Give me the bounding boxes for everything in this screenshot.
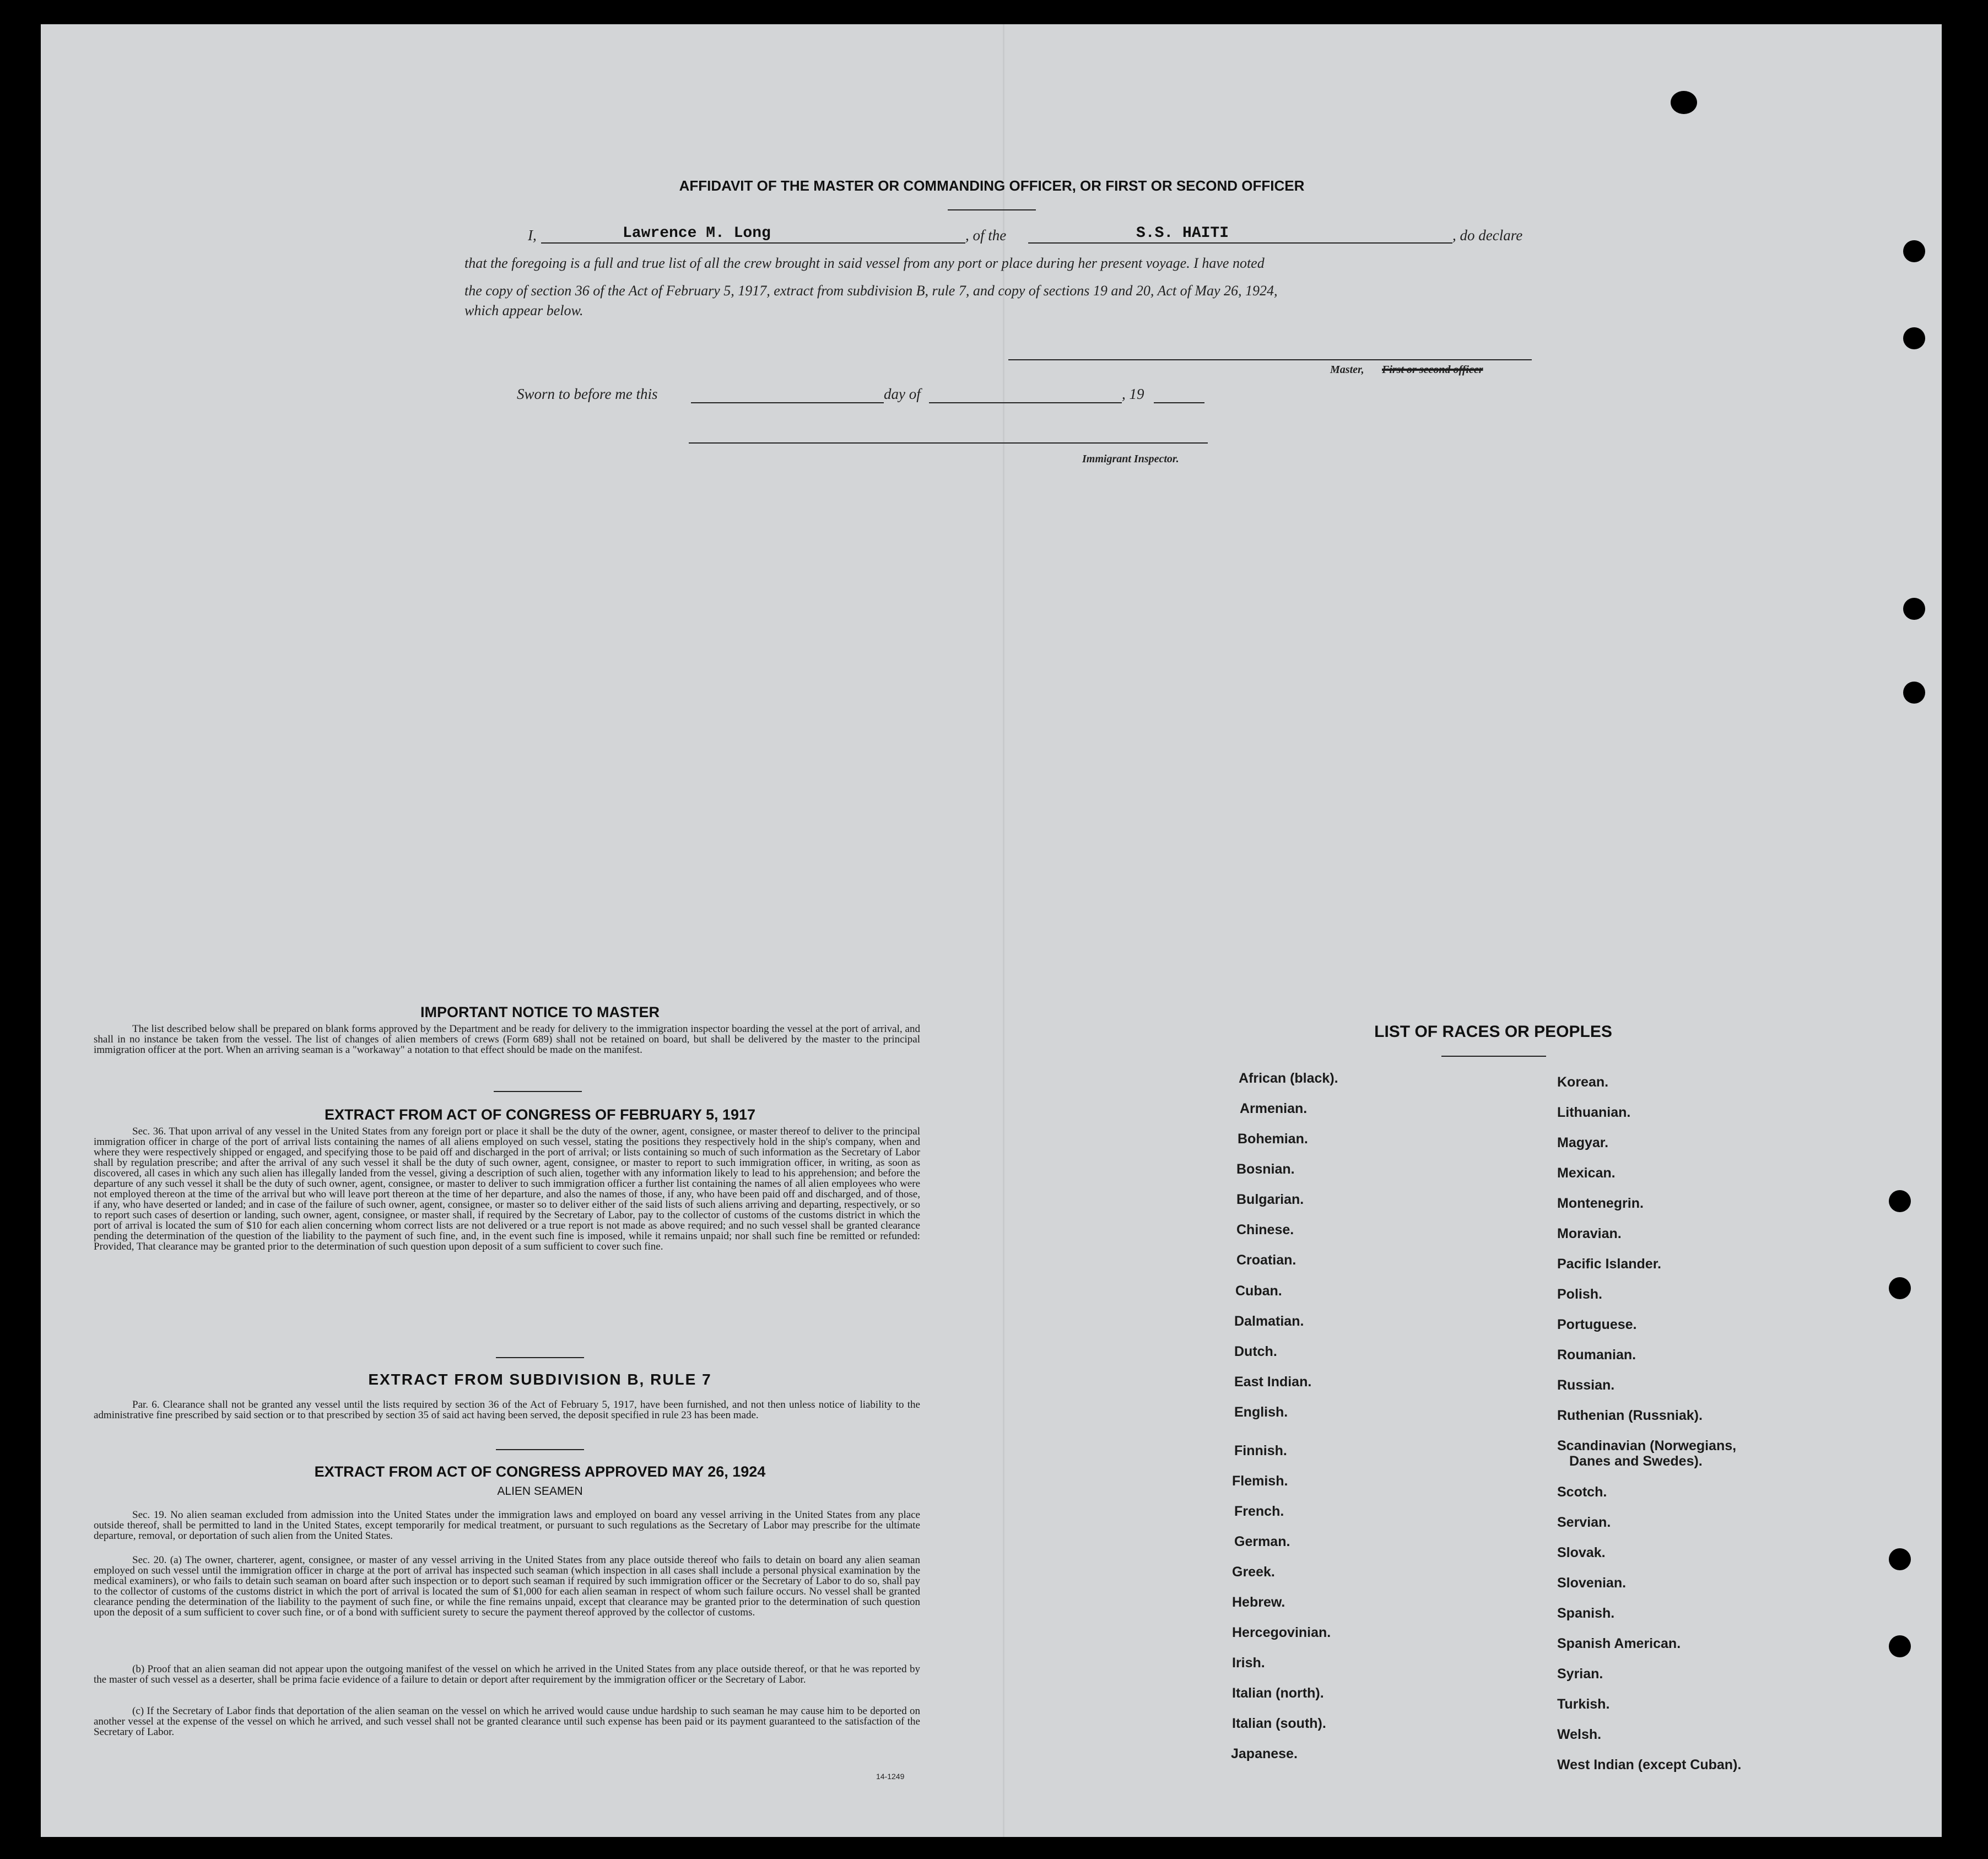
- race-item: Syrian.: [1557, 1666, 1603, 1682]
- race-item: Turkish.: [1557, 1696, 1610, 1712]
- race-item: Danes and Swedes).: [1569, 1453, 1703, 1469]
- race-item: Slovenian.: [1557, 1575, 1627, 1591]
- vessel-line: [1028, 242, 1452, 244]
- race-item: Bosnian.: [1236, 1161, 1295, 1177]
- inspector-signature-line[interactable]: [689, 442, 1208, 444]
- race-item: Pacific Islander.: [1557, 1256, 1661, 1272]
- race-item: Slovak.: [1557, 1545, 1606, 1560]
- master-struck-text: First or second officer: [1382, 364, 1483, 376]
- affidavit-line2: that the foregoing is a full and true list of all the crew brought in said vessel from any port or place during her present voyage. I have noted: [464, 255, 1265, 271]
- race-item: Dutch.: [1234, 1344, 1277, 1359]
- master-label: Master,: [1330, 364, 1364, 376]
- sec20c-body: (c) If the Secretary of Labor finds that deportation of the alien seaman on the vessel on which he arrived would cause undue hardship to such seaman he may cause him to be deported on another vessel at the expense of the vessel on which he arrived, and such vessel shall not be granted clearance until such expense has been paid or its payment guaranteed to the satisfaction of the Secretary of Labor.: [94, 1705, 920, 1738]
- race-item: English.: [1234, 1404, 1288, 1420]
- punch-hole: [1903, 598, 1925, 620]
- divider: [1441, 1056, 1546, 1057]
- extract-1917-title: EXTRACT FROM ACT OF CONGRESS OF FEBRUARY 5, 1917: [324, 1106, 756, 1123]
- sec20b-body: (b) Proof that an alien seaman did not appear upon the outgoing manifest of the vessel on which he arrived in the United States from any place outside thereof, or that he was reported by the master of such vessel as a deserter, shall be prima facie evidence of a failure to detain or deport after requirement by the immigration officer or the Secretary of Labor.: [94, 1663, 920, 1685]
- sworn-year-line[interactable]: [1154, 402, 1204, 403]
- master-name[interactable]: Lawrence M. Long: [623, 225, 771, 242]
- sworn-day-line[interactable]: [691, 402, 884, 403]
- race-item: Greek.: [1232, 1564, 1275, 1580]
- of-the-label: , of the: [965, 227, 1007, 244]
- race-item: Chinese.: [1236, 1222, 1294, 1237]
- divider: [948, 209, 1036, 210]
- inspector-label: Immigrant Inspector.: [1082, 453, 1179, 465]
- race-item: Finnish.: [1234, 1443, 1287, 1458]
- race-item: Roumanian.: [1557, 1347, 1636, 1363]
- race-item: Mexican.: [1557, 1165, 1616, 1181]
- notice-body: The list described below shall be prepared on blank forms approved by the Department and be ready for delivery to the immigration inspector boarding the vessel at the port of arrival, and shall in no instance be taken from the vessel. The list of changes of alien members of crews (Form 689) shall not be retained on board, but shall be delivered by the master to the principal immigration officer at the port. When an arriving seaman is a "workaway" a notation to that effect should be made on the manifest.: [94, 1023, 920, 1056]
- master-signature-line[interactable]: [1008, 359, 1532, 360]
- race-item: Ruthenian (Russniak).: [1557, 1408, 1703, 1423]
- extract-1917-body: Sec. 36. That upon arrival of any vessel in the United States from any foreign port or place it shall be the duty of the owner, agent, consignee, or master thereof to deliver to the principal immigration officer in charge of the port of arrival lists containing the names of all aliens employed on such vessel, stating the positions they respectively hold in the ship's company, when and where they were respectively shipped or engaged, and specifying those to be paid off and discharged in the port of arrival; or lists containing so much of such information as the Secretary of Labor shall by regulation prescribe; and after the arrival of any such vessel it shall be the duty of such owner, agent, consignee, or master to report to such immigration officer, in writing, as soon as discovered, all cases in which any such alien has illegally landed from the vessel, giving a description of such alien, together with any information likely to lead to his apprehension; and before the departure of any such vessel it shall be the duty of such owner, agent, consignee, or master to deliver to such immigration officer a further list containing the names of all alien employees who were not employed thereon at the time of the arrival but who will leave port thereon at the time of her departure, and also the names of those, if any, who have been paid off and discharged, and of those, if any, who have deserted or landed; and in case of the failure of such owner, agent, consignee, or master so to deliver either of the said lists of such aliens arriving and departing, respectively, or so to report such cases of desertion or landing, such owner, agent, consignee, or master shall, if required by the Secretary of Labor, pay to the collector of customs of the customs district in which the port of arrival is located the sum of $10 for each alien concerning whom correct lists are not delivered or a true report is not made as above required; and no such vessel shall be granted clearance pending the determination of the question of the liability to the payment of such fine, and, in the event such fine is imposed, while it remains unpaid; nor shall such fine be remitted or refunded: Provided, That clearance may be granted prior to the determination of such question upon deposit of a sum sufficient to cover such fine.: [94, 1126, 920, 1252]
- punch-hole: [1671, 91, 1697, 114]
- punch-hole: [1889, 1277, 1911, 1299]
- punch-hole: [1889, 1190, 1911, 1212]
- divider: [496, 1357, 584, 1358]
- race-item: Cuban.: [1235, 1283, 1282, 1299]
- race-item: Croatian.: [1236, 1252, 1296, 1268]
- punch-hole: [1903, 327, 1925, 349]
- race-item: Portuguese.: [1557, 1317, 1637, 1332]
- extract-1924-title: EXTRACT FROM ACT OF CONGRESS APPROVED MAY 26, 1924: [314, 1463, 766, 1480]
- race-item: Polish.: [1557, 1287, 1602, 1302]
- race-item: Italian (south).: [1232, 1716, 1326, 1731]
- race-item: Bohemian.: [1238, 1131, 1308, 1147]
- race-item: Hebrew.: [1232, 1595, 1285, 1610]
- affidavit-line3: the copy of section 36 of the Act of February 5, 1917, extract from subdivision B, rule 7, and copy of sections 19 and 20, Act of May 26, 1924,: [464, 283, 1278, 299]
- race-item: German.: [1234, 1534, 1290, 1549]
- do-declare-label: , do declare: [1452, 227, 1523, 244]
- race-item: Spanish American.: [1557, 1636, 1681, 1651]
- rule7-title: EXTRACT FROM SUBDIVISION B, RULE 7: [368, 1371, 712, 1388]
- race-item: Bulgarian.: [1236, 1192, 1304, 1207]
- race-item: Spanish.: [1557, 1606, 1615, 1621]
- sec19-body: Sec. 19. No alien seaman excluded from admission into the United States under the immigration laws and employed on board any vessel arriving in the United States from any place outside thereof, shall be permitted to land in the United States, except temporarily for medical treatment, or pursuant to such regulations as the Secretary of Labor may prescribe for the ultimate departure, removal, or deportation of such alien from the United States.: [94, 1509, 920, 1542]
- divider: [494, 1091, 582, 1092]
- race-item: Italian (north).: [1232, 1685, 1324, 1701]
- race-item: Dalmatian.: [1234, 1314, 1304, 1329]
- sworn-label: Sworn to before me this: [517, 386, 658, 402]
- affiant-i: I,: [528, 227, 537, 244]
- notice-title: IMPORTANT NOTICE TO MASTER: [420, 1004, 660, 1020]
- year-label: , 19: [1122, 386, 1144, 402]
- race-item: Japanese.: [1231, 1746, 1298, 1761]
- punch-hole: [1889, 1548, 1911, 1570]
- race-item: African (black).: [1239, 1071, 1338, 1086]
- form-number: 14-1249: [876, 1772, 905, 1781]
- races-title: LIST OF RACES OR PEOPLES: [1374, 1023, 1612, 1041]
- race-item: Lithuanian.: [1557, 1105, 1631, 1120]
- race-item: Hercegovinian.: [1232, 1625, 1331, 1640]
- race-item: Magyar.: [1557, 1135, 1609, 1150]
- divider: [496, 1449, 584, 1450]
- day-of-label: day of: [884, 386, 921, 402]
- affidavit-line4: which appear below.: [464, 302, 584, 318]
- race-item: Russian.: [1557, 1377, 1615, 1393]
- extract-1924-subtitle: ALIEN SEAMEN: [497, 1485, 583, 1498]
- race-item: French.: [1234, 1504, 1284, 1519]
- rule7-body: Par. 6. Clearance shall not be granted any vessel until the lists required by section 36 of the Act of February 5, 1917, have been furnished, and not then unless notice of liability to the administrative fine prescribed by said section or to that prescribed by section 35 of said act having been served, the deposit specified in rule 23 has been made.: [94, 1399, 920, 1421]
- race-item: East Indian.: [1234, 1374, 1312, 1390]
- name-line: [541, 242, 965, 244]
- affidavit-title: AFFIDAVIT OF THE MASTER OR COMMANDING OFFICER, OR FIRST OR SECOND OFFICER: [679, 177, 1305, 194]
- punch-hole: [1889, 1635, 1911, 1657]
- race-item: Servian.: [1557, 1515, 1611, 1530]
- race-item: Korean.: [1557, 1074, 1609, 1090]
- race-item: Scotch.: [1557, 1484, 1607, 1500]
- sworn-month-line[interactable]: [929, 402, 1122, 403]
- punch-hole: [1903, 682, 1925, 704]
- race-item: Flemish.: [1232, 1473, 1288, 1489]
- vessel-name[interactable]: S.S. HAITI: [1136, 225, 1229, 242]
- race-item: Armenian.: [1240, 1101, 1308, 1116]
- race-item: Irish.: [1232, 1655, 1265, 1671]
- punch-hole: [1903, 240, 1925, 262]
- race-item: West Indian (except Cuban).: [1557, 1757, 1742, 1772]
- race-item: Welsh.: [1557, 1727, 1602, 1742]
- race-item: Montenegrin.: [1557, 1196, 1644, 1211]
- race-item: Scandinavian (Norwegians,: [1557, 1438, 1737, 1453]
- race-item: Moravian.: [1557, 1226, 1622, 1241]
- sec20a-body: Sec. 20. (a) The owner, charterer, agent, consignee, or master of any vessel arriving in the United States from any place outside thereof who fails to detain on board any alien seaman employed on such vessel until the immigration officer in charge at the port of arrival has inspected such seaman (which inspection in all cases shall include a personal physical examination by the medical examiners), or who fails to detain such seaman on board after such inspection or to deport such seaman if required by such immigration officer or the Secretary of Labor to do so, shall pay to the collector of customs of the customs district in which the port of arrival is located the sum of $1,000 for each alien seaman in respect of whom such failure occurs. No vessel shall be granted clearance pending the determination of the liability to the payment of such fine, or while the fine remains unpaid, except that clearance may be granted prior to the determination of such question upon the deposit of a sum sufficient to cover such fine, or of a bond with sufficient surety to secure the payment thereof approved by the collector of customs.: [94, 1554, 920, 1618]
